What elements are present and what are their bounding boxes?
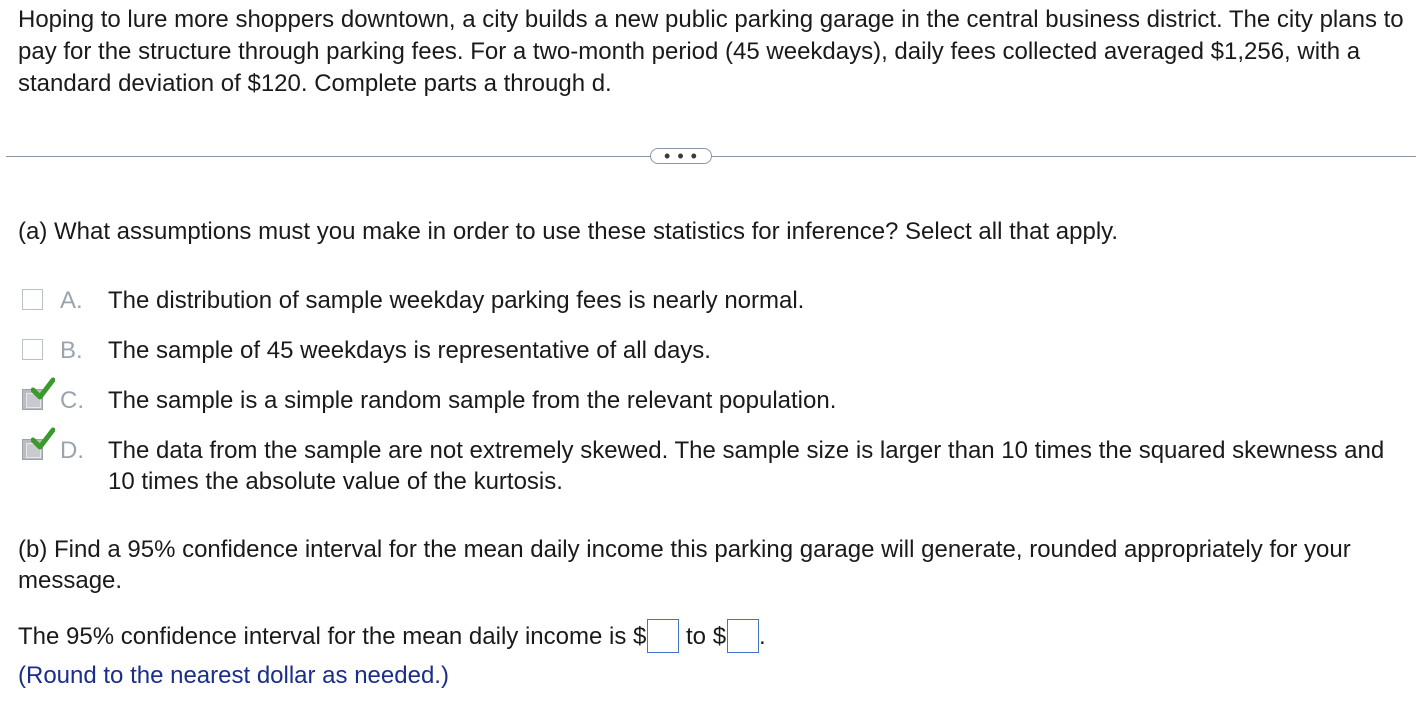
answer-suffix: .: [759, 623, 766, 650]
upper-bound-input[interactable]: [727, 619, 759, 653]
confidence-interval-answer: [18, 621, 766, 653]
part-b-question: (b) Find a 95% confidence interval for the mean daily income this parking garage will generate, rounded appropriately for your message.: [18, 536, 1351, 594]
option-a-text: The distribution of sample weekday parking fees is nearly normal.: [108, 287, 805, 314]
option-d-letter: D.: [60, 437, 84, 464]
expand-more-button[interactable]: • • •: [650, 148, 712, 164]
answer-prefix: The 95% confidence interval for the mean daily income is $: [18, 623, 647, 650]
problem-statement: Hoping to lure more shoppers downtown, a city builds a new public parking garage in the central business district. The city plans to pay for the structure through parking fees. For a two-month period (45 weekdays), daily fees collected averaged $1,256, with a standard deviation of $120. Complete parts a through d.: [18, 6, 1404, 97]
option-c-text: The sample is a simple random sample from the relevant population.: [108, 387, 837, 414]
rounding-note: (Round to the nearest dollar as needed.): [18, 662, 449, 689]
answer-middle: to $: [679, 623, 727, 650]
option-b-letter: B.: [60, 337, 83, 364]
option-a-letter: A.: [60, 287, 83, 314]
option-c-letter: C.: [60, 387, 84, 414]
lower-bound-input[interactable]: [647, 619, 679, 653]
option-b-checkbox[interactable]: [22, 339, 43, 360]
option-b-text: The sample of 45 weekdays is representative of all days.: [108, 337, 711, 364]
checkmark-icon: [31, 377, 55, 401]
part-a-question: (a) What assumptions must you make in order to use these statistics for inference? Select all that apply.: [18, 218, 1119, 245]
option-d-text: The data from the sample are not extremely skewed. The sample size is larger than 10 times the squared skewness and 10 times the absolute value of the kurtosis.: [108, 437, 1385, 495]
checkmark-icon: [31, 427, 55, 451]
option-a-checkbox[interactable]: [22, 289, 43, 310]
